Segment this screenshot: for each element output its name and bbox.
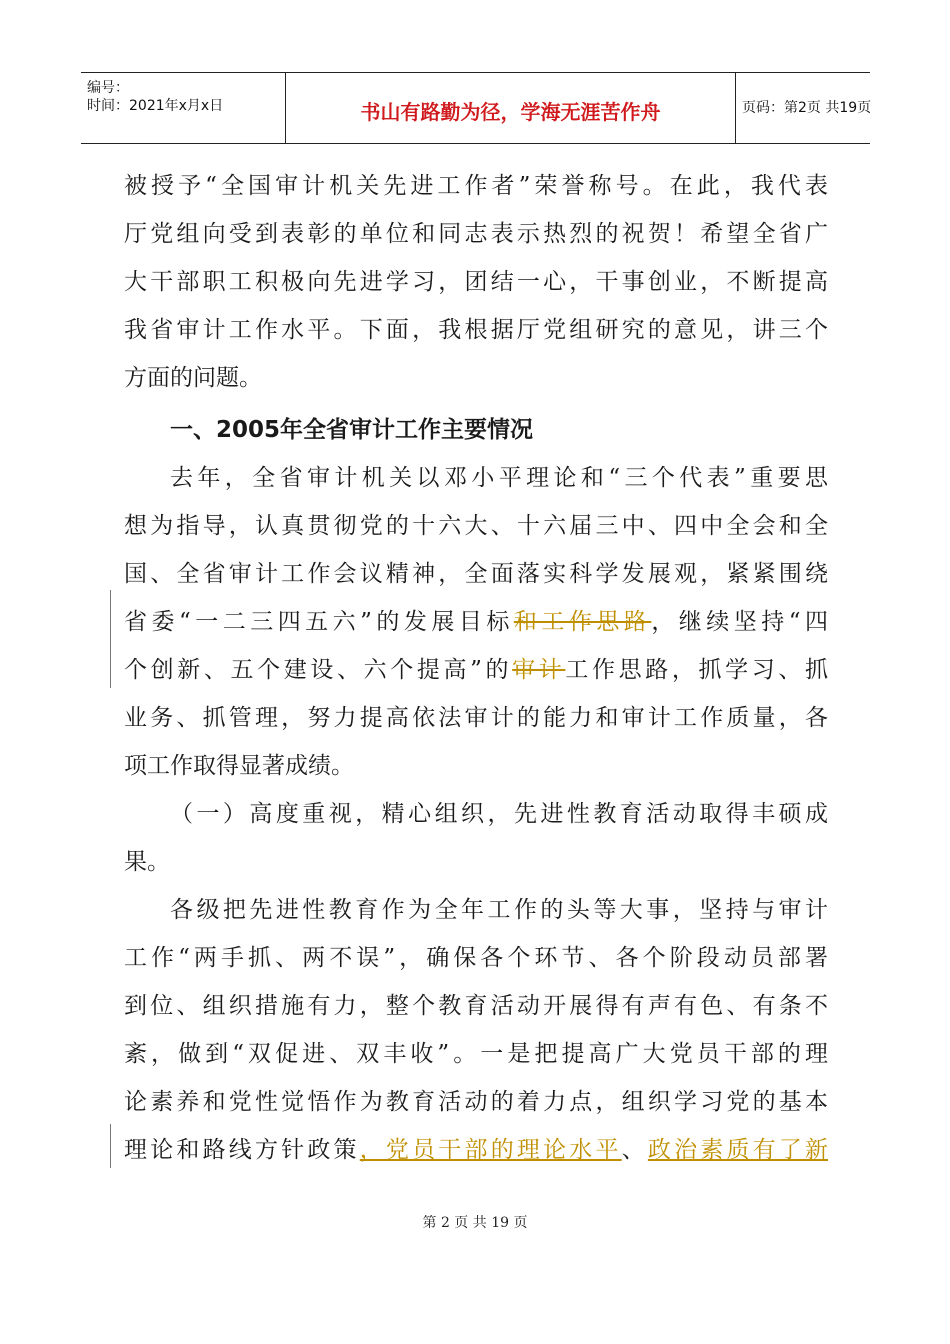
header-middle-cell <box>286 73 736 143</box>
text-line: 紊，做到“双促进、双丰收”。一是把提高广大党员干部的理 <box>124 1041 828 1067</box>
text-line: 业务、抓管理，努力提高依法审计的能力和审计工作质量，各 <box>124 705 828 731</box>
section-heading: 一、2005年全省审计工作主要情况 <box>170 417 534 443</box>
time-label: 时间：2021年x月x日 <box>87 98 224 114</box>
text-line: 被授予“全国审计机关先进工作者”荣誉称号。在此，我代表 <box>124 173 828 199</box>
text-line: 方面的问题。 <box>124 365 262 391</box>
text-line: 去年，全省审计机关以邓小平理论和“三个代表”重要思 <box>170 465 828 491</box>
text-line: 厅党组向受到表彰的单位和同志表示热烈的祝贺！希望全省广 <box>124 221 828 247</box>
text-line <box>124 604 828 640</box>
inserted-text: 政治素质有了新 <box>647 1137 829 1163</box>
header-right-cell <box>736 73 870 143</box>
page-footer: 第 2 页 共 19 页 <box>422 1215 528 1231</box>
text-run: 个创新、五个建设、六个提高”的 <box>124 657 513 683</box>
page-header <box>81 72 870 144</box>
text-run: 工作思路，抓学习、抓 <box>565 657 828 683</box>
subsection-heading: （一）高度重视，精心组织，先进性教育活动取得丰硕成 <box>170 801 828 827</box>
text-line: 工作“两手抓、两不误”，确保各个环节、各个阶段动员部署 <box>124 945 828 971</box>
text-line <box>124 652 828 688</box>
text-run: 省委“一二三四五六”的发展目标 <box>124 609 514 635</box>
text-line: 到位、组织措施有力，整个教育活动开展得有声有色、有条不 <box>124 993 828 1019</box>
header-motto: 书山有路勤为径，学海无涯苦作舟 <box>360 100 661 124</box>
header-left-cell <box>81 73 286 143</box>
text-line: 国、全省审计工作会议精神，全面落实科学发展观，紧紧围绕 <box>124 561 828 587</box>
text-run: 、 <box>621 1137 648 1163</box>
deleted-text: 审计 <box>512 657 566 683</box>
revision-bar <box>110 590 111 688</box>
text-line: 大干部职工积极向先进学习，团结一心，干事创业，不断提高 <box>124 269 828 295</box>
text-line: 各级把先进性教育作为全年工作的头等大事，坚持与审计 <box>170 897 828 923</box>
text-line: 果。 <box>124 849 170 875</box>
deleted-text: 和工作思路 <box>513 609 652 635</box>
text-run: 理论和路线方针政策 <box>124 1137 360 1163</box>
number-label: 编号： <box>87 80 129 96</box>
revision-bar <box>110 1124 111 1168</box>
text-line: 论素养和党性觉悟作为教育活动的着力点，组织学习党的基本 <box>124 1089 828 1115</box>
text-line: 我省审计工作水平。下面，我根据厅党组研究的意见，讲三个 <box>124 317 828 343</box>
text-run: ，继续坚持“四 <box>651 609 829 635</box>
page-label: 页码：第2页 共19页 <box>742 100 872 116</box>
inserted-text: ，党员干部的理论水平 <box>359 1137 622 1163</box>
text-line: 项工作取得显著成绩。 <box>124 753 354 779</box>
text-line <box>124 1132 828 1168</box>
text-line: 想为指导，认真贯彻党的十六大、十六届三中、四中全会和全 <box>124 513 828 539</box>
